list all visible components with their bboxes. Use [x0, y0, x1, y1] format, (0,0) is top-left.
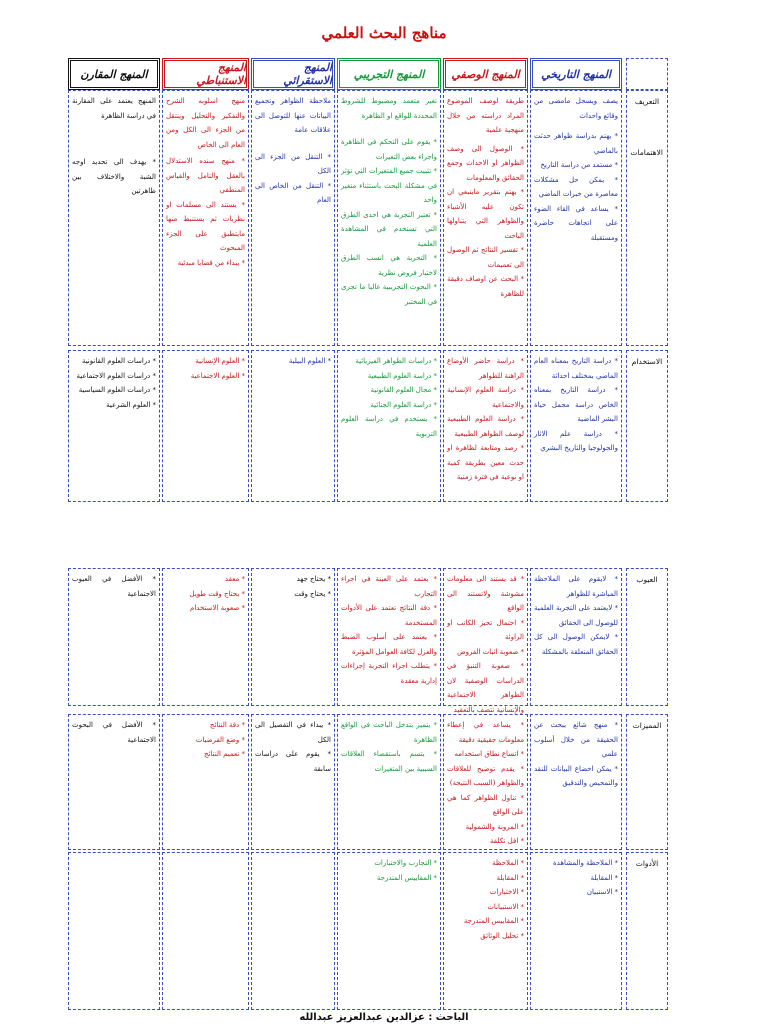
cell-comparative-features [68, 714, 160, 850]
cell-historical-usage [530, 350, 622, 502]
list-item: * يمكن اخضاع البيانات للنقد والتمحيص والتدقيق [534, 764, 618, 787]
list-item: * قد يستند الى معلومات مشوشة ولاتستند الى الواقع [447, 575, 524, 612]
list-item: * يبداء في التفصيل الى الكل [255, 721, 331, 744]
header-experimental: المنهج التجريبي [337, 58, 441, 90]
row-label-cell-features [626, 714, 668, 850]
list-item: * الاستبيانات [487, 902, 524, 911]
cell-deductive-usage [162, 350, 249, 502]
tools-experimental-list [341, 856, 437, 885]
list-item: * الاختبارات [489, 888, 524, 896]
list-item: * يساعد في إعطاء معلومات حقيقية دقيقة [447, 721, 524, 744]
features-comparative-list [72, 718, 156, 747]
list-item: * دقة النتائج [209, 721, 245, 729]
cell-comparative-usage [68, 350, 160, 502]
list-item: * مستمد من دراسة التاريخ [540, 161, 618, 169]
definition-experimental: تغير متعمد ومضبوط للشروط المحددة للواقع او الظاهرة [341, 97, 437, 120]
list-item: * يساعد في القاء الضوء على اتجاهات حاضرة ومستقبلة [534, 204, 618, 242]
list-item: * صعوبة اثبات الفروض [457, 647, 524, 656]
cell-descriptive-usage [443, 350, 528, 502]
list-item: * دراسة التاريخ بمعناه العام الماضي بمختلف احداثة [534, 357, 618, 380]
list-item: * المرونة والشمولية [465, 822, 524, 831]
interests-historical-list [534, 129, 618, 245]
features-experimental-list [341, 718, 437, 776]
list-item: * تعميم النتائج [204, 750, 245, 758]
flaws-inductive-list [255, 572, 331, 601]
list-item: * دراسة العلوم الطبيعية [367, 371, 437, 380]
usage-comparative-list [72, 354, 156, 412]
features-descriptive-list [447, 718, 524, 849]
row-label-features: المميزات [632, 721, 662, 730]
row-label-cell-usage [626, 350, 668, 502]
cell-inductive-usage [251, 350, 335, 502]
header-historical: المنهج التاريخي [530, 58, 622, 90]
list-item: * الوصول الى وصف الظواهر او الاحداث وجمع الحقائق والمعلومات [447, 144, 524, 182]
list-item: * مجال العلوم القانونية [370, 386, 437, 394]
row-label-cell-flaws [626, 568, 668, 706]
cell-deductive-tools [162, 852, 249, 1010]
author-footer: الباحث : عزالدين عبدالعزيز عبدالله [299, 1012, 469, 1023]
cell-experimental-flaws [337, 568, 441, 706]
interests-experimental-list [341, 135, 437, 309]
flaws-experimental-list [341, 572, 437, 688]
list-item: * يهتم بدراسة ظواهر حدثت بالماضي [534, 132, 618, 155]
row-label-interests: الاهتمامات [630, 148, 663, 157]
row-label-flaws: العيوب [636, 575, 658, 584]
list-item: * دراسات الظواهر الفيزيائية [355, 357, 437, 365]
cell-historical-features [530, 714, 622, 850]
features-historical-list [534, 718, 618, 791]
list-item: * اقل تكلفة [490, 837, 524, 845]
flaws-descriptive-list [447, 572, 524, 717]
list-item: * يقدم توضيح للعلاقات والظواهر (السبب النتيجة) [447, 764, 524, 787]
cell-deductive-flaws [162, 568, 249, 706]
list-item: * المقاييس المتدرجة [376, 873, 437, 882]
features-inductive-list [255, 718, 331, 776]
list-item: * رصد ومتابعة لظاهرة او حدث معين بطريقة كمية او نوعية في فترة زمنية [447, 444, 524, 481]
definition-comparative: المنهج يعتمد على المقارنة في دراسة الظاهرة [72, 97, 156, 120]
list-item: * دراسات العلوم القانونية [81, 357, 156, 365]
list-item: * يبداء من قضايا مبدئية [177, 258, 245, 267]
list-item: * معقد [224, 575, 245, 583]
usage-historical-list [534, 354, 618, 456]
list-item: * المقاييس المتدرجة [463, 917, 524, 925]
list-item: * دراسة العلوم الطبيعية لوصف الظواهر الطبيعية [447, 415, 524, 438]
list-item: * تثبيت جميع المتغيرات التي تؤثر في مشكلة البحث باستثناء متغير واحد [341, 167, 437, 204]
list-item: * يمكن حل مشكلات معاصرة من خبرات الماضي [534, 175, 618, 198]
list-item: * يهتم بتقرير ماينبغي ان تكون عليه الأشياء والظواهر التي يتناولها الباحث [447, 188, 524, 240]
list-item: * يعتمد على العينة في اجراء التجارب [341, 575, 437, 598]
header-inductive: المنهج الاستقرائي [251, 58, 335, 90]
list-item: * يستخدم في دراسة العلوم التربوية [341, 415, 437, 438]
cell-inductive-definition-interests [251, 90, 335, 346]
list-item: * دراسات العلوم الاجتماعية [76, 371, 156, 380]
flaws-historical-list [534, 572, 618, 659]
cell-experimental-usage [337, 350, 441, 502]
list-item: * يقوم على التحكم في الظاهرة واجراء بعض التغيرات [341, 138, 437, 161]
list-item: * اتساع نطاق استخدامه [454, 750, 524, 758]
interests-inductive-list [255, 150, 331, 208]
list-item: * الملاحظة [492, 859, 524, 867]
interests-descriptive-list [447, 142, 524, 302]
row-label-usage: الاستخدام [631, 357, 663, 366]
list-item: * يتسم باستقصاء العلاقات السببية بين المتغيرات [341, 750, 437, 773]
list-item: * وضع الفرضيات [195, 735, 245, 744]
list-item: * منهج شائع يبحث عن الحقيقة من خلال أسلوب علمي [534, 721, 618, 758]
list-item: * يهدف الى تحديد اوجه الشبة والاختلاف بين ظاهرتين [72, 158, 156, 195]
definition-descriptive: طريقة لوصف الموضوع المراد دراسته من خلال منهجية علمية [447, 97, 524, 134]
list-item: * دراسة العلوم الإنسانية والاجتماعية [447, 386, 524, 409]
flaws-comparative-list [72, 572, 156, 601]
usage-experimental-list [341, 354, 437, 441]
cell-descriptive-tools [443, 852, 528, 1010]
row-label-cell-tools [626, 852, 668, 1010]
cell-experimental-features [337, 714, 441, 850]
list-item: * صعوبة التنبؤ في الدراسات الوصفية لان الظواهر الاجتماعية والإنسانية تتصف بالتعقيد [447, 662, 524, 714]
list-item: * يتميز بتدخل الباحث في الواقع الظاهرة [341, 721, 437, 744]
list-item: * يتطلب اجراء التجربة إجراءات إدارية معقدة [341, 662, 437, 685]
row-label-cell-top [626, 90, 668, 346]
features-deductive-list [166, 718, 245, 762]
cell-comparative-flaws [68, 568, 160, 706]
list-item: * يعتمد على أسلوب الضبط والعزل لكافة العوامل المؤثرة [341, 633, 437, 656]
cell-inductive-flaws [251, 568, 335, 706]
usage-descriptive-list [447, 354, 524, 485]
definition-deductive: منهج اسلوبه الشرح والتفكير والتحليل وينتقل من الجزء الى الكل ومن العام الى الخاص [166, 97, 245, 149]
list-item: * لايقوم على الملاحظة المباشرة للظواهر [534, 575, 618, 598]
list-item: * البحث عن اوصاف دقيقة للظاهرة [447, 275, 524, 298]
list-item: * المقابلة [590, 873, 618, 882]
cell-deductive-definition-interests [162, 90, 249, 346]
cell-historical-tools [530, 852, 622, 1010]
list-item: * الأفضل في البحوث الاجتماعية [72, 721, 156, 744]
list-item: * التنقل من الخاص الى العام [255, 181, 331, 204]
list-item: * دراسة التاريخ بمعناه الخاص دراسة مجمل حياة البشر الماضية [534, 386, 618, 423]
cell-historical-definition-interests [530, 90, 622, 346]
header-comparative: المنهج المقارن [68, 58, 160, 90]
list-item: * دراسات العلوم السياسية [78, 386, 156, 394]
list-item: * المقابلة [496, 873, 524, 882]
list-item: * دراسة علم الاثار والجولوجيا والتاريخ البشري [534, 429, 618, 452]
tools-historical-list [534, 856, 618, 900]
corner-header-cell [626, 58, 668, 90]
flaws-deductive-list [166, 572, 245, 616]
list-item: * يستند الى مسلمات او نظريات ثم يستنبط منها مايتطبق على الجزء المبحوث [166, 200, 245, 252]
row-label-definition: التعريف [634, 97, 660, 106]
list-item: * العلوم الاجتماعية [190, 371, 245, 380]
list-item: * التجارب والاختبارات [374, 859, 437, 867]
cell-experimental-tools [337, 852, 441, 1010]
header-deductive: المنهج الاستنباطي [162, 58, 249, 90]
cell-inductive-tools [251, 852, 335, 1010]
list-item: * يحتاج وقت [294, 589, 331, 598]
list-item: * لايعتمد على التجربة العلمية للوصول الى الحقائق [534, 604, 618, 627]
list-item: * التجربة هي انسب الطرق لاختبار فروض نظرية [341, 254, 437, 277]
list-item: * تناول الظواهر كما هي على الواقع [447, 793, 524, 816]
list-item: * التنقل من الجزء الى الكل [255, 152, 331, 175]
cell-comparative-tools [68, 852, 160, 1010]
list-item: * الاستبيان [586, 888, 618, 896]
list-item: * لايمكن الوصول الى كل الحقائق المتعلقة بالمشكلة [534, 633, 618, 656]
list-item: * منهج سنده الاستدلال بالعقل والتامل والقياس المنطقي [166, 157, 245, 194]
cell-experimental-definition-interests [337, 90, 441, 346]
cell-descriptive-flaws [443, 568, 528, 714]
list-item: * يحتاج وقت طويل [189, 589, 245, 598]
cell-inductive-features [251, 714, 335, 850]
usage-deductive-list [166, 354, 245, 383]
list-item: * صعوبة الاستخدام [190, 604, 245, 612]
list-item: * دراسة حاضر الأوضاع الراهنة للظواهر [447, 357, 524, 380]
list-item: * تحليل الوثائق [480, 931, 524, 940]
list-item: * الملاحظة والمشاهدة [553, 859, 618, 867]
usage-inductive-list [255, 354, 331, 369]
list-item: * الأفضل في العيوب الاجتماعية [72, 575, 156, 598]
list-item: * العلوم الإنسانية [195, 357, 245, 365]
list-item: * يقوم على دراسات سابقة [255, 750, 331, 773]
cell-comparative-definition-interests [68, 90, 160, 346]
list-item: * تعتبر التجربة هي احدى الطرق التي تستخدم في المشاهدة العلمية [341, 210, 437, 248]
list-item: * دراسة العلوم الجنائية [370, 400, 437, 409]
list-item: * البحوث التجريبية غالبا ما تجرى في المختبر [341, 283, 437, 306]
tools-descriptive-list [447, 856, 524, 943]
header-descriptive: المنهج الوصفي [443, 58, 528, 90]
interests-comparative-list [72, 155, 156, 199]
page-title: مناهج البحث العلمي [321, 24, 447, 42]
cell-historical-flaws [530, 568, 622, 706]
list-item: * احتمال تحيز الكاتب او الراوئة [447, 618, 524, 641]
list-item: * تفسير النتائج ثم الوصول الى تعميمات [447, 246, 524, 269]
list-item: * يحتاج جهد [296, 575, 331, 583]
list-item: * العلوم الشرعية [106, 400, 156, 409]
definition-inductive: ملاحظة الظواهر وتجميع البيانات عنها للتوصل الى علاقات عامة [255, 97, 331, 134]
interests-deductive-list [166, 154, 245, 270]
cell-descriptive-definition-interests [443, 90, 528, 346]
definition-historical: يصف ويسجل مامضى من وقائع واحداث [534, 97, 618, 120]
row-label-tools: الأدوات [635, 859, 659, 868]
list-item: * العلوم البيلية [288, 357, 331, 365]
cell-descriptive-features [443, 714, 528, 850]
cell-deductive-features [162, 714, 249, 850]
list-item: * دقة النتائج تعتمد على الأدوات المستخدمة [341, 604, 437, 627]
